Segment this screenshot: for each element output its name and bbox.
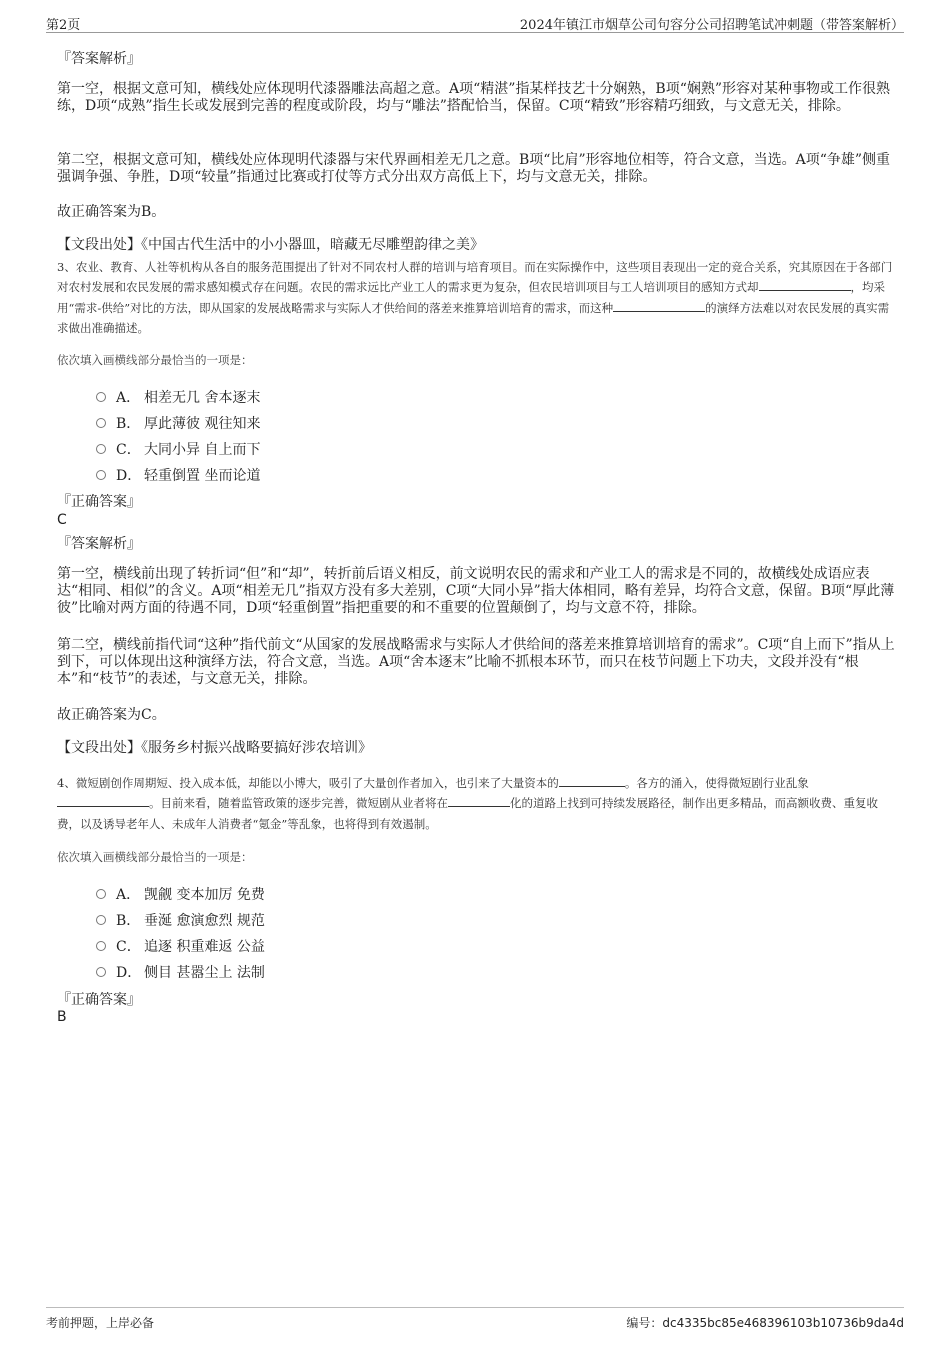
page-number: 第2页 xyxy=(46,18,81,33)
radio-icon[interactable] xyxy=(96,967,106,977)
q3-analysis-para2: 第二空，横线前指代词“这种”指代前文“从国家的发展战略需求与实际人才供给间的落差来推算培训培育的需求”。C项“自上而下”指从上到下，可以体现出这种演绎方法，符合文意，当选。A项“舍本逐末”比喻不抓根本环节，而只在枝节问题上下功夫，文段并没有“根本”和“枝节”的表述，与文意无关，排除。 xyxy=(57,637,895,687)
q3-option-c[interactable]: C． 大同小异 自上而下 xyxy=(96,439,260,459)
q3-stem: 3、农业、教育、人社等机构从各自的服务范围提出了针对不同农村人群的培训与培育项目。而在实际操作中，这些项目表现出一定的竞合关系，究其原因在于各部门对农村发展和农民发展的需求感知模式存在问题。农民的需求远比产业工人的需求更为复杂，但农民培训项目与工人培训项目的感知方式却 ，均采用“需求-供给”对比的方法，即从国家的发展战略需求与实际人才供给间的落差来推算培训培育的需求，而这种 的演绎方法难以对农民发展的真实需求做出准确描述。 xyxy=(57,260,893,335)
q4-answer-label: 『正确答案』 xyxy=(57,992,141,1008)
radio-icon[interactable] xyxy=(96,915,106,925)
q3-prompt: 依次填入画横线部分最恰当的一项是： xyxy=(57,353,253,367)
q2-analysis-para1: 第一空，根据文意可知，横线处应体现明代漆器雕法高超之意。A项“精湛”指某样技艺十分娴熟，B项“娴熟”形容对某种事物或工作很熟练，D项“成熟”指生长或发展到完善的程度或阶段，均与“雕法”搭配恰当，保留。C项“精致”形容精巧细致，与文意无关，排除。 xyxy=(57,81,891,114)
q4-option-d[interactable]: D． 侧目 甚嚣尘上 法制 xyxy=(96,962,265,982)
q3-option-a[interactable]: A． 相差无几 舍本逐末 xyxy=(96,387,260,407)
q4-blank-2 xyxy=(57,794,149,807)
q4-blank-3 xyxy=(448,794,510,807)
radio-icon[interactable] xyxy=(96,418,106,428)
q3-option-b[interactable]: B． 厚此薄彼 观往知来 xyxy=(96,413,260,433)
q4-prompt: 依次填入画横线部分最恰当的一项是： xyxy=(57,850,253,864)
q3-conclusion: 故正确答案为C。 xyxy=(57,707,166,723)
q3-analysis-para1: 第一空，横线前出现了转折词“但”和“却”，转折前后语义相反，前文说明农民的需求和产业工人的需求是不同的，故横线处成语应表达“相同、相似”的含义。A项“相差无几”指双方没有多大差别，C项“大同小异”指大体相同，略有差异，均符合文意，保留。B项“厚此薄彼”比喻对两方面的待遇不同，D项“轻重倒置”指把重要的和不重要的位置颠倒了，均与文意不符，排除。 xyxy=(57,566,895,616)
q3-option-d[interactable]: D． 轻重倒置 坐而论道 xyxy=(96,465,260,485)
q3-answer-label: 『正确答案』 xyxy=(57,494,141,510)
q3-analysis-label: 『答案解析』 xyxy=(57,536,141,552)
radio-icon[interactable] xyxy=(96,941,106,951)
q3-blank-2 xyxy=(613,299,705,312)
q3-answer: C xyxy=(57,512,67,528)
q4-option-a[interactable]: A． 觊觎 变本加厉 免费 xyxy=(96,884,265,904)
page-footer xyxy=(46,1307,904,1344)
q2-analysis-label: 『答案解析』 xyxy=(57,51,141,67)
radio-icon[interactable] xyxy=(96,444,106,454)
footer-code: 编号：dc4335bc85e468396103b10736b9da4d xyxy=(626,1316,904,1330)
q4-option-c[interactable]: C． 追逐 积重难返 公益 xyxy=(96,936,265,956)
page-header xyxy=(46,14,904,33)
footer-slogan: 考前押题，上岸必备 xyxy=(46,1316,155,1330)
q4-answer: B xyxy=(57,1009,67,1025)
document-title: 2024年镇江市烟草公司句容分公司招聘笔试冲刺题（带答案解析） xyxy=(519,18,904,33)
q2-conclusion: 故正确答案为B。 xyxy=(57,204,166,220)
radio-icon[interactable] xyxy=(96,392,106,402)
q2-source: 【文段出处】《中国古代生活中的小小器皿，暗藏无尽雕塑韵律之美》 xyxy=(57,237,484,253)
q4-option-b[interactable]: B． 垂涎 愈演愈烈 规范 xyxy=(96,910,265,930)
q2-analysis-para2: 第二空，根据文意可知，横线处应体现明代漆器与宋代界画相差无几之意。B项“比肩”形容地位相等，符合文意，当选。A项“争雄”侧重强调争强、争胜，D项“较量”指通过比赛或打仗等方式分出双方高低上下，均与文意无关，排除。 xyxy=(57,152,891,185)
q3-blank-1 xyxy=(759,278,851,291)
q3-source: 【文段出处】《服务乡村振兴战略要搞好涉农培训》 xyxy=(57,740,372,756)
q4-blank-1 xyxy=(559,774,625,787)
radio-icon[interactable] xyxy=(96,889,106,899)
radio-icon[interactable] xyxy=(96,470,106,480)
q4-stem: 4、微短剧创作周期短、投入成本低，却能以小博大，吸引了大量创作者加入，也引来了大量资本的 。各方的涌入，使得微短剧行业乱象。目前来看，随着监管政策的逐步完善，微短剧从业者将在 化的道路上找到可持续发展路径，制作出更多精品，而高额收费、重复收费，以及诱导老年人、未成年人消费者“氪金”等乱象，也将得到有效遏制。 xyxy=(57,776,878,831)
